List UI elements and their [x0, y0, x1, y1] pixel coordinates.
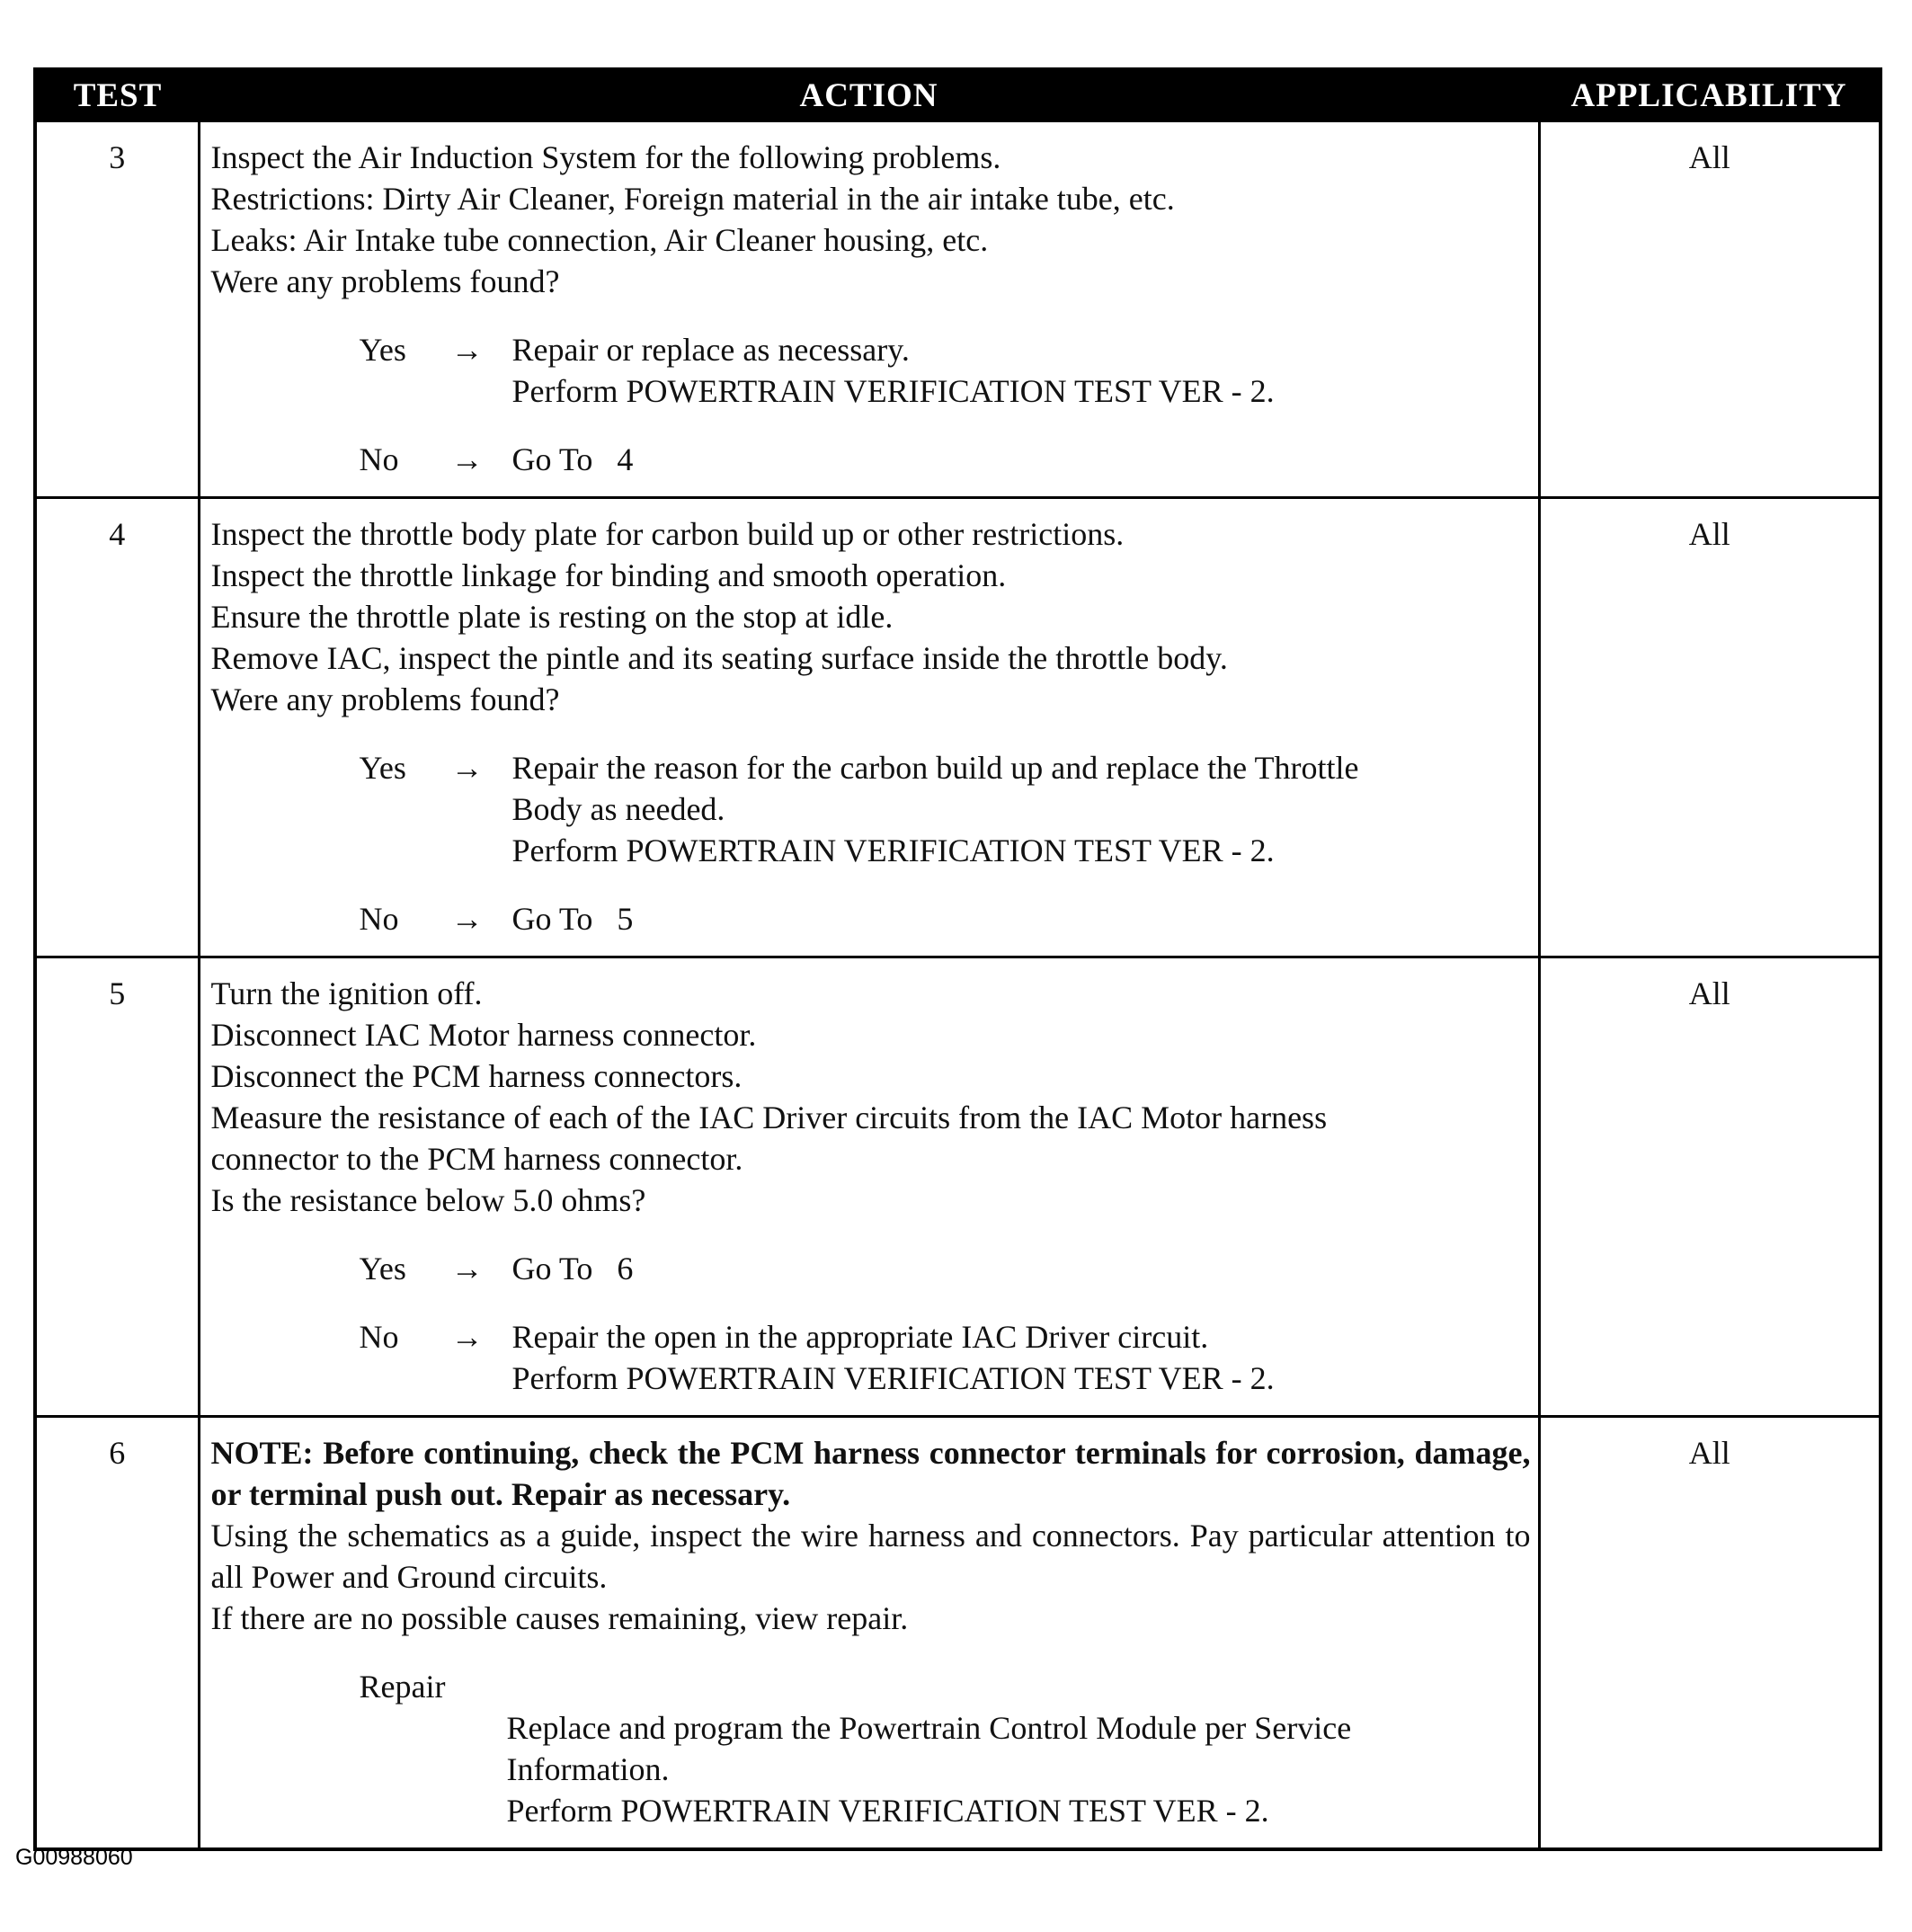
action-cell — [199, 1417, 1539, 1850]
yes-outcome — [211, 329, 1531, 412]
header-test: TEST — [35, 69, 199, 121]
table-row — [35, 121, 1881, 498]
action-line: Were any problems found? — [210, 681, 560, 717]
repair-line: Perform POWERTRAIN VERIFICATION TEST VER - 2. — [506, 1793, 1269, 1829]
no-outcome — [211, 898, 1531, 939]
action-cell — [199, 498, 1539, 957]
outcome-line: Perform POWERTRAIN VERIFICATION TEST VER - 2. — [511, 373, 1275, 409]
arrow-icon: → — [450, 1251, 484, 1287]
arrow-icon: → — [450, 1319, 484, 1355]
table-row — [35, 957, 1881, 1417]
test-number: 3 — [35, 121, 199, 498]
outcome-line: Go To 4 — [511, 441, 634, 477]
outcome-line: Repair or replace as necessary. — [511, 332, 910, 368]
figure-id: G00988060 — [15, 1845, 133, 1870]
test-number: 4 — [35, 498, 199, 957]
no-label: No — [359, 441, 399, 477]
repair-label: Repair — [359, 1669, 446, 1705]
yes-label: Yes — [359, 750, 406, 786]
action-line: Restrictions: Dirty Air Cleaner, Foreign material in the air intake tube, etc. — [210, 181, 1175, 217]
header-action: ACTION — [199, 69, 1539, 121]
action-line: Were any problems found? — [210, 263, 560, 299]
action-line: Inspect the throttle linkage for binding and smooth operation. — [210, 557, 1007, 593]
yes-outcome — [211, 747, 1531, 871]
applicability-value: All — [1539, 1417, 1881, 1850]
outcome-line: Go To 5 — [511, 901, 634, 937]
arrow-icon: → — [450, 750, 484, 786]
no-outcome — [211, 439, 1531, 480]
action-body-text: Using the schematics as a guide, inspect the wire harness and connectors. Pay particular attention to all Power and Ground circuits. — [210, 1518, 1531, 1595]
diagnostic-test-table-container — [33, 67, 1879, 1851]
arrow-icon: → — [450, 901, 484, 937]
action-line: If there are no possible causes remaining, view repair. — [210, 1600, 909, 1636]
no-label: No — [359, 1319, 399, 1355]
outcome-line: Perform POWERTRAIN VERIFICATION TEST VER - 2. — [511, 1360, 1275, 1396]
diagnostic-test-table — [33, 67, 1882, 1851]
table-header-row — [35, 69, 1881, 121]
action-line: Is the resistance below 5.0 ohms? — [210, 1182, 646, 1218]
yes-label: Yes — [359, 1251, 406, 1287]
no-outcome — [211, 1316, 1531, 1399]
action-cell — [199, 121, 1539, 498]
action-line: connector to the PCM harness connector. — [210, 1141, 743, 1177]
action-line: Turn the ignition off. — [210, 975, 483, 1011]
outcome-line: Go To 6 — [511, 1251, 634, 1287]
yes-label: Yes — [359, 332, 406, 368]
header-applicability: APPLICABILITY — [1539, 69, 1881, 121]
repair-outcome — [211, 1666, 1531, 1831]
action-line: Inspect the throttle body plate for carbon build up or other restrictions. — [210, 516, 1125, 552]
action-line: Inspect the Air Induction System for the following problems. — [210, 139, 1001, 175]
action-line: Remove IAC, inspect the pintle and its seating surface inside the throttle body. — [210, 640, 1228, 676]
outcome-line: Repair the reason for the carbon build up and replace the Throttle — [511, 750, 1359, 786]
action-line: Disconnect the PCM harness connectors. — [210, 1058, 743, 1094]
applicability-value: All — [1539, 498, 1881, 957]
table-row — [35, 1417, 1881, 1850]
test-number: 6 — [35, 1417, 199, 1850]
applicability-value: All — [1539, 121, 1881, 498]
arrow-icon: → — [450, 441, 484, 477]
outcome-line: Perform POWERTRAIN VERIFICATION TEST VER - 2. — [511, 832, 1275, 868]
note-text: NOTE: Before continuing, check the PCM harness connector terminals for corrosion, damage, or terminal push out. Repair as necessary. — [210, 1435, 1531, 1512]
no-label: No — [359, 901, 399, 937]
applicability-value: All — [1539, 957, 1881, 1417]
repair-line: Replace and program the Powertrain Control Module per Service — [506, 1710, 1352, 1746]
repair-line: Information. — [506, 1751, 670, 1787]
test-number: 5 — [35, 957, 199, 1417]
action-cell — [199, 957, 1539, 1417]
outcome-line: Repair the open in the appropriate IAC Driver circuit. — [511, 1319, 1209, 1355]
action-line: Ensure the throttle plate is resting on the stop at idle. — [210, 599, 894, 635]
outcome-line: Body as needed. — [511, 791, 725, 827]
action-line: Disconnect IAC Motor harness connector. — [210, 1017, 757, 1053]
yes-outcome — [211, 1248, 1531, 1289]
table-row — [35, 498, 1881, 957]
arrow-icon: → — [450, 332, 484, 368]
action-line: Leaks: Air Intake tube connection, Air Cleaner housing, etc. — [210, 222, 989, 258]
action-line: Measure the resistance of each of the IAC Driver circuits from the IAC Motor harness — [210, 1100, 1328, 1135]
